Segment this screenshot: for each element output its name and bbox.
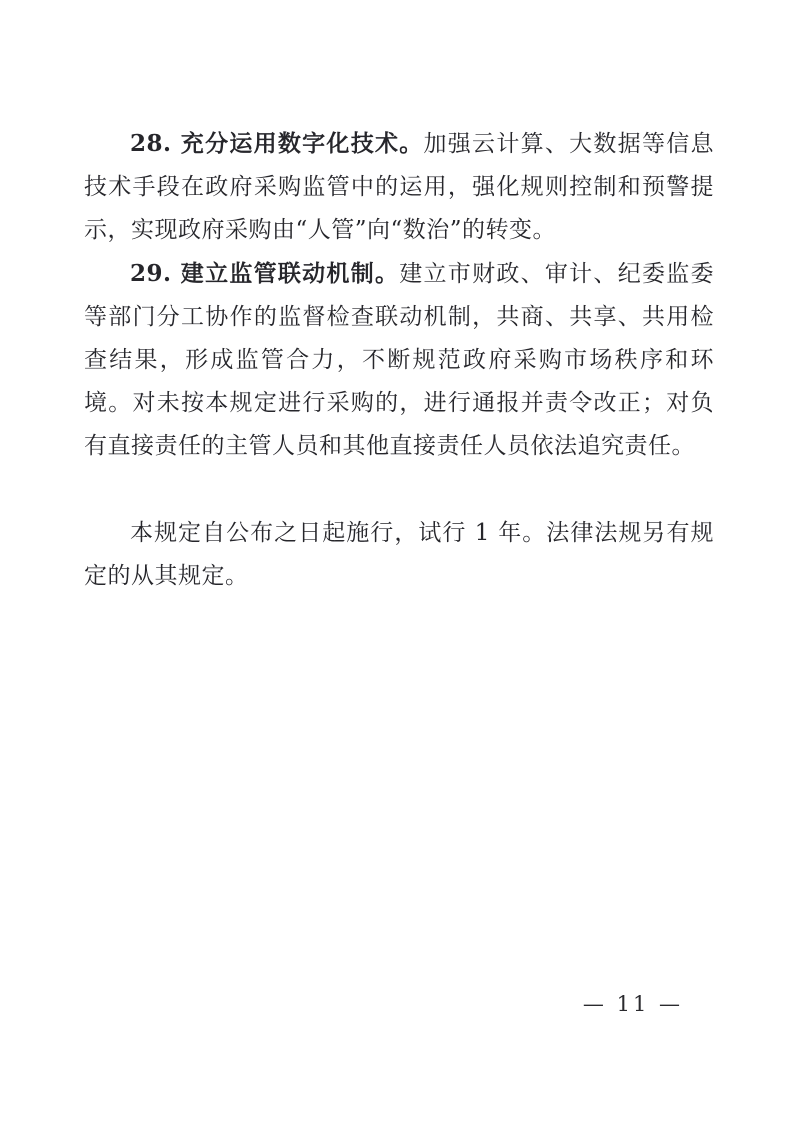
paragraph-28-lead: 28. 充分运用数字化技术。	[130, 130, 424, 157]
paragraph-29-lead: 29. 建立监管联动机制。	[130, 260, 400, 287]
document-content	[84, 122, 714, 598]
paragraph-29	[84, 252, 714, 468]
closing-paragraph-body: 本规定自公布之日起施行，试行 1 年。法律法规另有规定的从其规定。	[84, 520, 714, 589]
page-number: — 11 —	[582, 992, 683, 1016]
paragraph-28	[84, 122, 714, 252]
closing-paragraph	[84, 512, 714, 598]
paragraph-28-body: 加强云计算、大数据等信息技术手段在政府采购监管中的运用，强化规则控制和预警提示，实现政府采购由“人管”向“数治”的转变。	[84, 131, 715, 243]
paragraph-29-body: 建立市财政、审计、纪委监委等部门分工协作的监督检查联动机制，共商、共享、共用检查结果，形成监管合力，不断规范政府采购市场秩序和环境。对未按本规定进行采购的，进行通报并责令改正；对负有直接责任的主管人员和其他直接责任人员依法追究责任。	[84, 261, 715, 459]
